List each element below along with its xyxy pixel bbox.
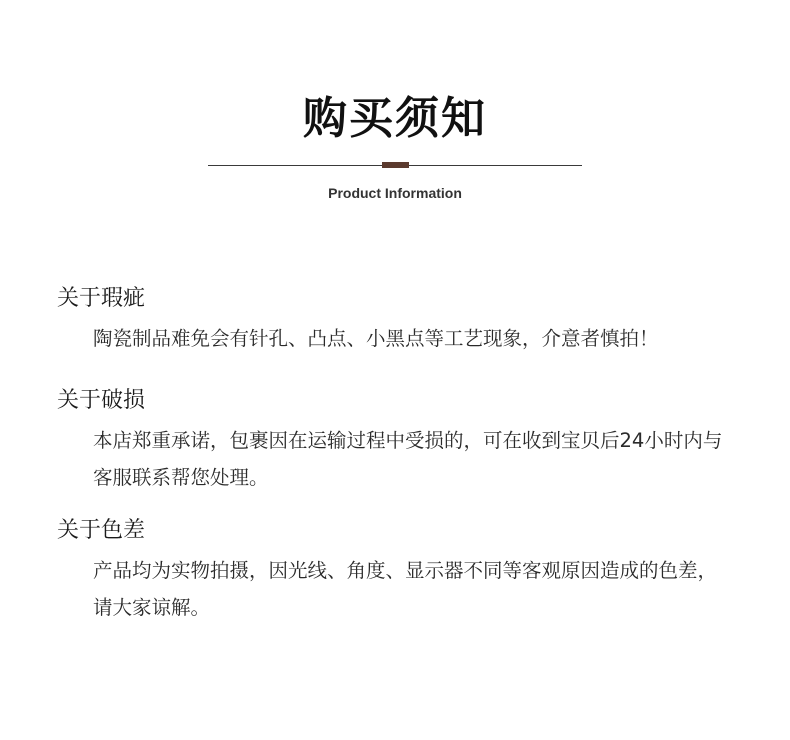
section-heading-color-difference: 关于色差 bbox=[57, 518, 146, 543]
section-body-damage: 本店郑重承诺，包裹因在运输过程中受损的，可在收到宝贝后24小时内与客服联系帮您处理。 bbox=[93, 429, 723, 489]
section-damage bbox=[57, 386, 757, 496]
section-body-flaws: 陶瓷制品难免会有针孔、凸点、小黑点等工艺现象，介意者慎拍！ bbox=[93, 327, 659, 350]
page-subtitle: Product Information bbox=[328, 185, 462, 201]
title-divider-accent bbox=[382, 162, 409, 168]
page-title: 购买须知 bbox=[303, 93, 487, 144]
section-color-difference bbox=[57, 516, 757, 626]
section-heading-damage: 关于破损 bbox=[57, 388, 146, 413]
section-flaws bbox=[57, 284, 757, 357]
section-heading-flaws: 关于瑕疵 bbox=[57, 286, 146, 311]
section-body-color-difference: 产品均为实物拍摄，因光线、角度、显示器不同等客观原因造成的色差，请大家谅解。 bbox=[93, 559, 718, 619]
